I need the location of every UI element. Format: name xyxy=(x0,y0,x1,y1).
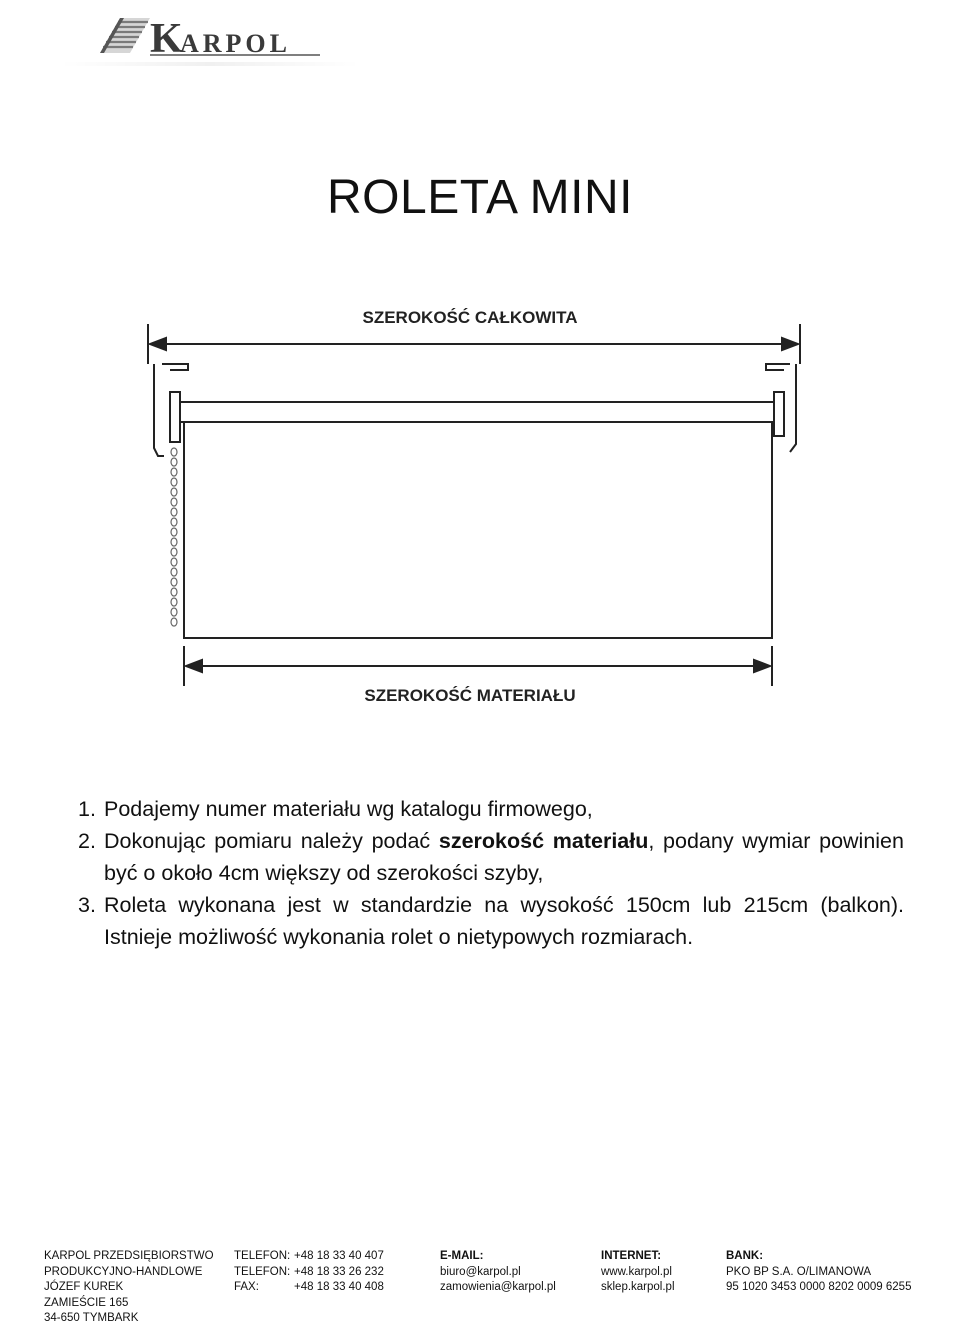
footer-phones xyxy=(234,1249,384,1296)
bank-name: PKO BP S.A. O/LIMANOWA xyxy=(726,1265,872,1278)
email-link[interactable]: zamowienia@karpol.pl xyxy=(440,1281,556,1293)
total-width-dimension xyxy=(148,324,800,364)
instructions-list xyxy=(78,793,904,953)
bank-header: BANK: xyxy=(726,1250,764,1262)
company-line: ZAMIEŚCIE 165 xyxy=(44,1296,129,1309)
list-item xyxy=(78,825,904,889)
footer-email xyxy=(440,1249,556,1296)
website-link[interactable]: www.karpol.pl xyxy=(601,1265,672,1278)
right-bracket xyxy=(766,364,796,452)
karpol-logo xyxy=(98,10,338,60)
phone-value: +48 18 33 40 407 xyxy=(294,1250,384,1262)
company-line: JÓZEF KUREK xyxy=(44,1281,124,1293)
internet-header: INTERNET: xyxy=(601,1250,662,1262)
material-width-dimension xyxy=(184,646,772,686)
phone-label: TELEFON: xyxy=(234,1265,291,1278)
roller-blind-diagram xyxy=(140,296,820,716)
email-header: E-MAIL: xyxy=(440,1250,484,1262)
list-number: 3. xyxy=(78,893,96,917)
list-number: 1. xyxy=(78,797,96,821)
logo-initial: K xyxy=(150,16,183,60)
list-text: Roleta wykonana jest w standardzie na wysokość 150cm lub 215cm (balkon). Istnieje możliwość wykonania rolet o nietypowych rozmiarach. xyxy=(104,893,904,949)
list-item xyxy=(78,889,904,953)
footer-company xyxy=(44,1249,214,1327)
phone-row xyxy=(234,1249,384,1265)
email-link[interactable]: biuro@karpol.pl xyxy=(440,1265,521,1278)
list-text-bold: szerokość materiału xyxy=(438,829,649,853)
company-line: PRODUKCYJNO-HANDLOWE xyxy=(44,1265,203,1278)
fax-label: FAX: xyxy=(234,1281,259,1293)
left-bracket xyxy=(154,364,188,456)
blind-fabric xyxy=(184,422,772,638)
list-item xyxy=(78,793,904,825)
logo-rest: ARPOL xyxy=(180,29,291,58)
bank-account: 95 1020 3453 0000 8202 0009 6255 xyxy=(726,1281,912,1293)
list-text: Dokonując pomiaru należy podać xyxy=(104,829,439,853)
footer-internet xyxy=(601,1249,675,1296)
list-number: 2. xyxy=(78,829,96,853)
roller-tube xyxy=(180,402,774,422)
label-total-width: SZEROKOŚĆ CAŁKOWITA xyxy=(362,308,578,327)
fax-value: +48 18 33 40 408 xyxy=(294,1281,384,1293)
footer-bank xyxy=(726,1249,911,1296)
fax-row xyxy=(234,1280,384,1296)
logo-emblem xyxy=(100,18,150,53)
control-chain xyxy=(171,448,177,626)
phone-label: TELEFON: xyxy=(234,1250,291,1262)
label-material-width: SZEROKOŚĆ MATERIAŁU xyxy=(364,686,576,705)
list-text: , podany wymiar powinien być o około 4cm większy od szerokości szyby, xyxy=(104,829,904,885)
company-line: KARPOL PRZEDSIĘBIORSTWO xyxy=(44,1250,214,1262)
shop-link[interactable]: sklep.karpol.pl xyxy=(601,1281,675,1293)
phone-value: +48 18 33 26 232 xyxy=(294,1265,384,1278)
phone-row xyxy=(234,1265,384,1281)
company-line: 34-650 TYMBARK xyxy=(44,1312,139,1324)
header-divider xyxy=(60,62,360,66)
page-title: ROLETA MINI xyxy=(327,171,633,224)
list-text: Podajemy numer materiału wg katalogu firmowego, xyxy=(104,797,593,821)
